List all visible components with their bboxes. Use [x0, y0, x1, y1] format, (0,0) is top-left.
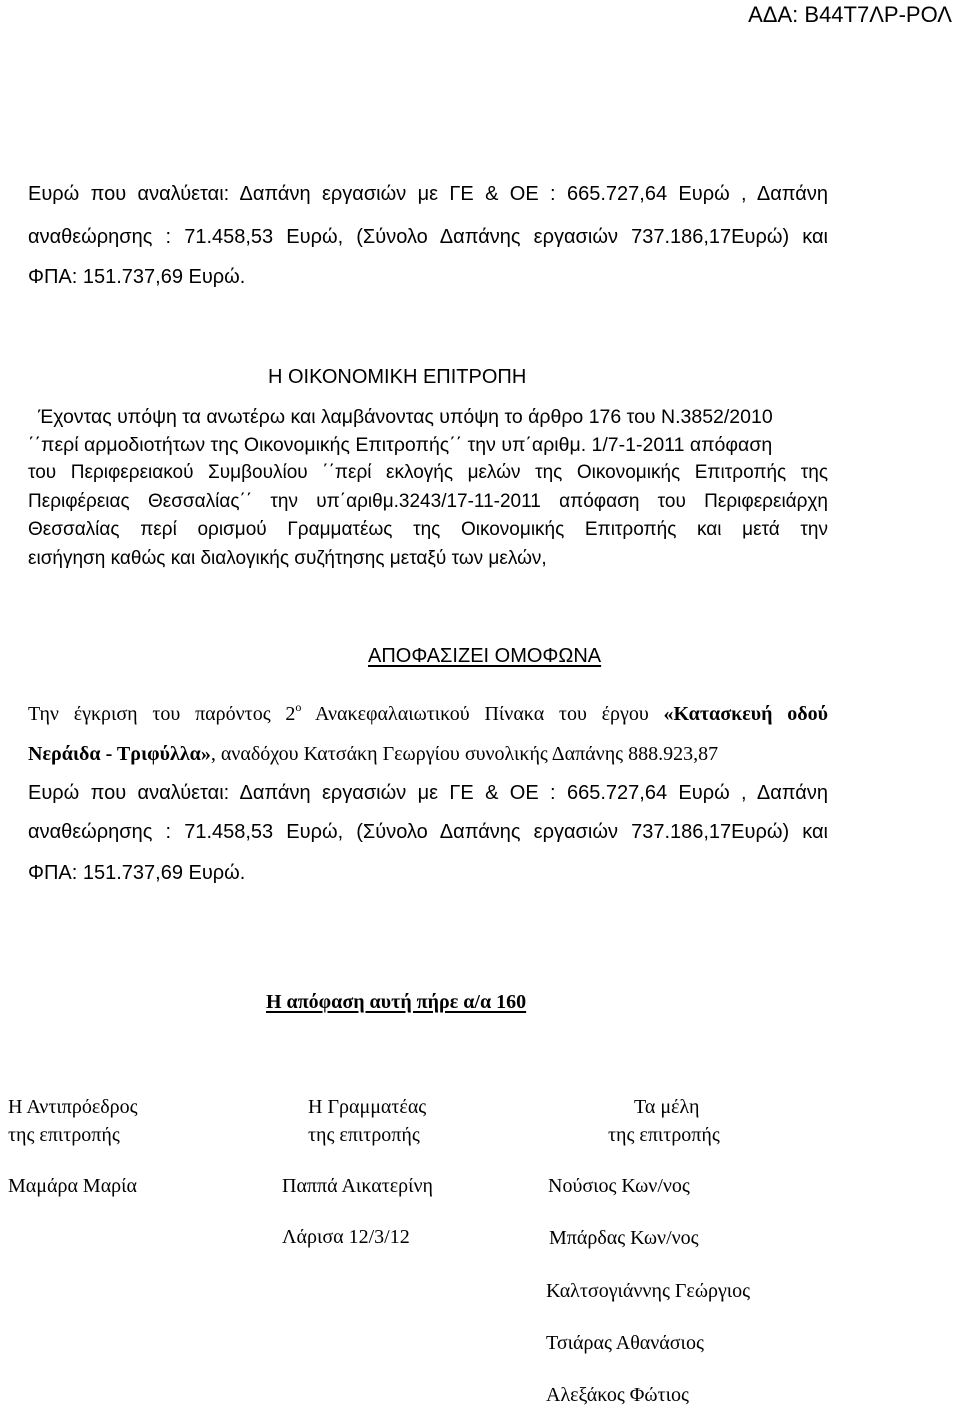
members-subtitle: της επιτροπής	[608, 1124, 720, 1146]
ada-header: ΑΔΑ: Β44Τ7ΛΡ-ΡΟΛ	[748, 2, 952, 27]
place-date: Λάρισα 12/3/12	[282, 1226, 410, 1248]
vice-president-name: Μαμάρα Μαρία	[8, 1175, 138, 1197]
decision-number: Η απόφαση αυτή πήρε α/α 160	[266, 991, 527, 1013]
decision-title: ΑΠΟΦΑΣΙΖΕΙ ΟΜΟΦΩΝΑ	[368, 645, 602, 667]
decision-line-1-text: Την έγκριση του παρόντος 2	[28, 703, 296, 725]
considerations-line-6: εισήγηση καθώς και διαλογικής συζήτησης μεταξύ των μελών,	[28, 548, 547, 569]
considerations-line-4: Περιφέρειας Θεσσαλίας΄΄ την υπ΄αριθμ.3243/17-11-2011 απόφαση του Περιφερειάρχη	[28, 491, 828, 512]
ordinal-superscript: ο	[295, 700, 302, 714]
member-name: Τσιάρας Αθανάσιος	[546, 1332, 704, 1354]
intro-line-2: αναθεώρησης : 71.458,53 Ευρώ, (Σύνολο Δαπάνης εργασιών 737.186,17Ευρώ) και	[28, 226, 828, 248]
considerations-line-5: Θεσσαλίας περί ορισμού Γραμματέως της Οικονομικής Επιτροπής και μετά την	[28, 519, 828, 540]
decision-line-1	[28, 700, 828, 725]
decision-line-1-text-b: Ανακεφαλαιωτικού Πίνακα του έργου	[315, 703, 649, 725]
decision-line-3: Ευρώ που αναλύεται: Δαπάνη εργασιών με ΓΕ & ΟΕ : 665.727,64 Ευρώ , Δαπάνη	[28, 782, 828, 804]
decision-line-2	[28, 743, 718, 766]
vice-president-title: Η Αντιπρόεδρος	[8, 1096, 138, 1118]
vice-president-subtitle: της επιτροπής	[8, 1124, 120, 1146]
project-name-part-1: «Κατασκευή οδού	[663, 703, 828, 725]
committee-title: Η ΟΙΚΟΝΟΜΙΚΗ ΕΠΙΤΡΟΠΗ	[268, 366, 527, 388]
decision-line-5: ΦΠΑ: 151.737,69 Ευρώ.	[28, 862, 246, 884]
considerations-line-3: του Περιφερειακού Συμβουλίου ΄΄περί εκλογής μελών της Οικονομικής Επιτροπής της	[28, 462, 828, 483]
project-name-part-2: Νεράιδα - Τριφύλλα»	[28, 743, 211, 765]
secretary-subtitle: της επιτροπής	[308, 1124, 420, 1146]
intro-line-1: Ευρώ που αναλύεται: Δαπάνη εργασιών με ΓΕ & ΟΕ : 665.727,64 Ευρώ , Δαπάνη	[28, 183, 828, 205]
member-name: Νούσιος Κων/νος	[548, 1175, 690, 1197]
considerations-line-2: ΄΄περί αρμοδιοτήτων της Οικονομικής Επιτροπής΄΄ την υπ΄αριθμ. 1/7-1-2011 απόφαση	[28, 434, 773, 456]
secretary-title: Η Γραμματέας	[308, 1096, 427, 1118]
members-title: Τα μέλη	[634, 1096, 700, 1118]
member-name: Μπάρδας Κων/νος	[549, 1227, 699, 1249]
decision-line-2-text: , αναδόχου Κατσάκη Γεωργίου συνολικής Δαπάνης 888.923,87	[210, 743, 719, 765]
member-name: Καλτσογιάννης Γεώργιος	[546, 1280, 751, 1302]
intro-line-3: ΦΠΑ: 151.737,69 Ευρώ.	[28, 266, 246, 288]
decision-line-4: αναθεώρησης : 71.458,53 Ευρώ, (Σύνολο Δαπάνης εργασιών 737.186,17Ευρώ) και	[28, 821, 828, 843]
secretary-name: Παππά Αικατερίνη	[282, 1175, 433, 1197]
considerations-line-1: Έχοντας υπόψη τα ανωτέρω και λαμβάνοντας υπόψη το άρθρο 176 του Ν.3852/2010	[38, 406, 773, 428]
member-name: Αλεξάκος Φώτιος	[546, 1384, 689, 1406]
